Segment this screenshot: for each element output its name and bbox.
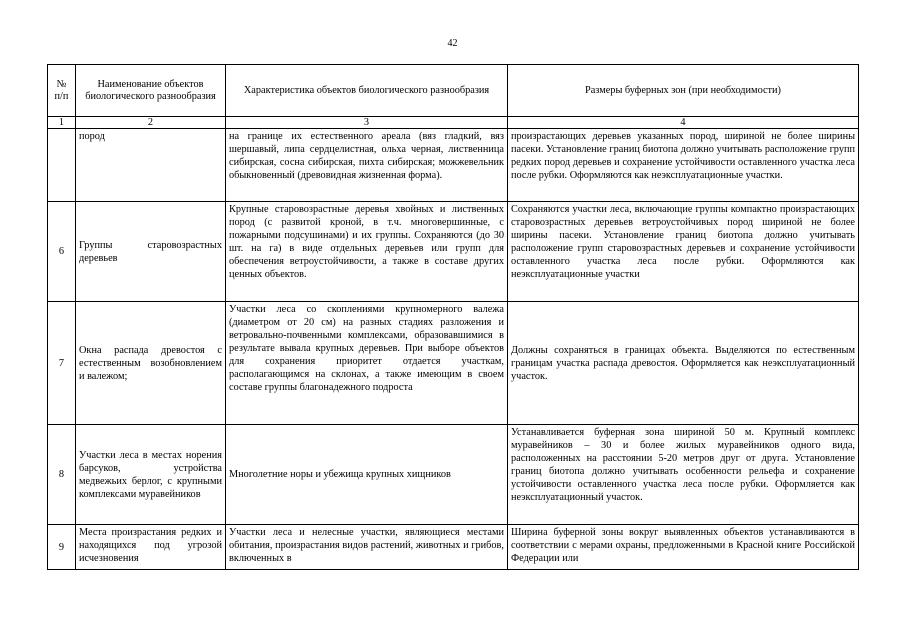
page-number: 42	[447, 38, 458, 49]
header-object-name: Наименование объектов биологического разнообразия	[76, 65, 226, 117]
object-name: Группы старовозрастных деревьев	[76, 202, 226, 302]
buffer-zone-size: Сохраняются участки леса, включающие группы компактно произрастающих старовозрастных деревьев ветроустойчивых пород шириной не более ширины пасеки. Установление границ биотопа должно учитывать расположение групп старовозрастных деревьев и сохранение устойчивости оставленного участка леса после рубки. Оформляются как неэксплуатационные участки	[508, 202, 859, 302]
column-number: 2	[76, 117, 226, 129]
column-numbers-row	[48, 117, 859, 129]
buffer-zone-size: Устанавливается буферная зона шириной 50 м. Крупный комплекс муравейников – 30 и более жилых муравейников одного вида, расположенных на расстоянии 5-20 метров друг от друга. Установление границ биотопа должно учитывать особенности рельефа и сохранение устойчивости оставленного участка леса после рубки. Оформляется как неэксплуатационный участок.	[508, 425, 859, 525]
table-row	[48, 202, 859, 302]
object-characteristic: Крупные старовозрастные деревья хвойных и лиственных пород (с развитой кроной, в т.ч. многовершинные, с пожарными подсушинами) и их группы. Сохраняются (до 30 шт. на га) в виде отдельных деревьев или групп для обеспечения ветроустойчивости, а также в составе других ценных объектов.	[226, 202, 508, 302]
object-characteristic: на границе их естественного ареала (вяз гладкий, вяз шершавый, липа сердцелистная, ольха черная, лиственница сибирская, сосна сибирская, пихта сибирская; можжевельник обыкновенный (древовидная жизненная форма).	[226, 129, 508, 202]
header-number: № п/п	[48, 65, 76, 117]
buffer-zone-size: Ширина буферной зоны вокруг выявленных объектов устанавливаются в соответствии с мерами охраны, предложенными в Красной книге Российской Федерации или	[508, 525, 859, 570]
table-row	[48, 525, 859, 570]
biodiversity-table	[47, 64, 859, 570]
object-name: Участки леса в местах норения барсуков, устройства медвежьих берлог, с крупными комплексами муравейников	[76, 425, 226, 525]
row-number: 9	[48, 525, 76, 570]
object-name: пород	[76, 129, 226, 202]
buffer-zone-size: произрастающих деревьев указанных пород, шириной не более ширины пасеки. Установление границ биотопа должно учитывать расположение групп редких пород деревьев и сохранение устойчивости оставленного участка леса после рубки. Оформляются как неэксплуатационные участки.	[508, 129, 859, 202]
row-number: 7	[48, 302, 76, 425]
table-row	[48, 129, 859, 202]
table-row	[48, 425, 859, 525]
object-name: Окна распада древостоя с естественным возобновлением и валежом;	[76, 302, 226, 425]
object-characteristic: Участки леса со скоплениями крупномерного валежа (диаметром от 20 см) на разных стадиях разложения и ветровально-почвенными комплексами, образовавшимися в результате вывала крупных деревьев. При выборе объектов для сохранения приоритет отдается участкам, располагающимся на склонах, а также имеющим в своем составе группы благонадежного подроста	[226, 302, 508, 425]
header-characteristic: Характеристика объектов биологического разнообразия	[226, 65, 508, 117]
column-number: 4	[508, 117, 859, 129]
column-number: 3	[226, 117, 508, 129]
object-characteristic: Многолетние норы и убежища крупных хищников	[226, 425, 508, 525]
table-header-row	[48, 65, 859, 117]
row-number: 8	[48, 425, 76, 525]
object-name: Места произрастания редких и находящихся под угрозой исчезновения	[76, 525, 226, 570]
object-characteristic: Участки леса и нелесные участки, являющиеся местами обитания, произрастания видов растений, животных и грибов, включенных в	[226, 525, 508, 570]
header-buffer-zone: Размеры буферных зон (при необходимости)	[508, 65, 859, 117]
table-row	[48, 302, 859, 425]
column-number: 1	[48, 117, 76, 129]
row-number	[48, 129, 76, 202]
buffer-zone-size: Должны сохраняться в границах объекта. Выделяются по естественным границам участка распада древостоя. Оформляется как неэксплуатационный участок.	[508, 302, 859, 425]
row-number: 6	[48, 202, 76, 302]
